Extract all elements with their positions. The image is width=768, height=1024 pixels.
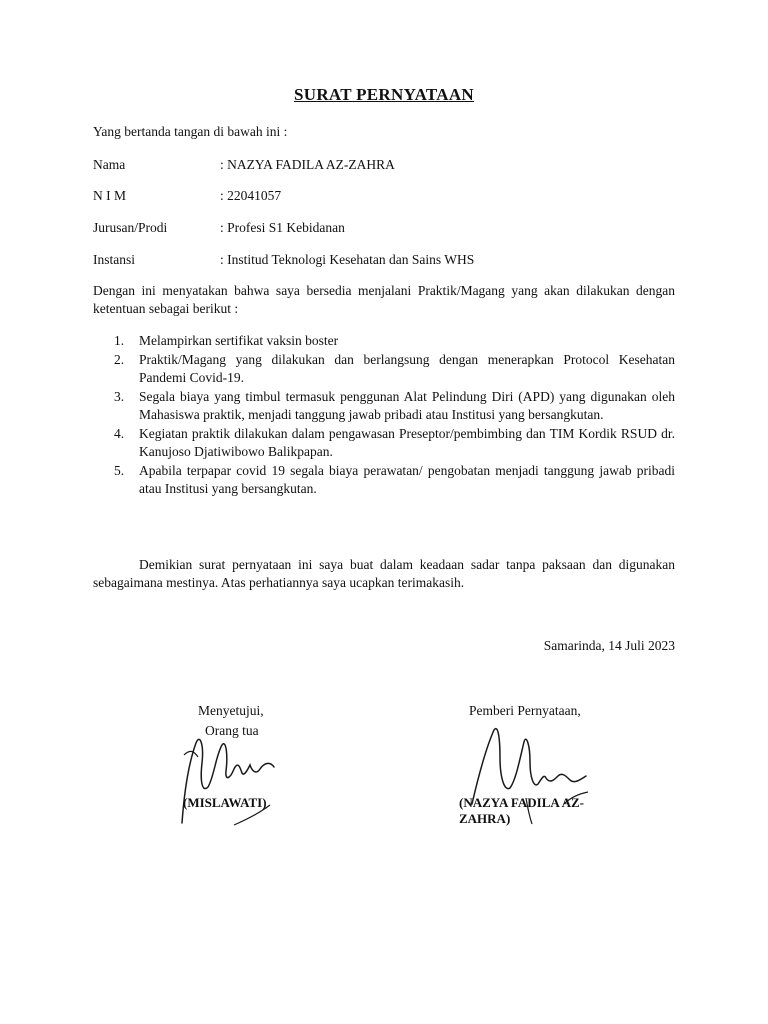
list-item bbox=[93, 351, 675, 387]
list-item-number: 4. bbox=[114, 426, 125, 441]
list-item-number: 2. bbox=[114, 352, 125, 367]
signature-heading-right: Pemberi Pernyataan, bbox=[469, 703, 581, 718]
signature-name-right-line1: (NAZYA FADILA AZ- bbox=[459, 795, 584, 810]
field-label-nim: N I M bbox=[93, 188, 126, 203]
closing-paragraph: Demikian surat pernyataan ini saya buat dalam keadaan sadar tanpa paksaan dan digunakan sebagaimana mestinya. Atas perhatiannya saya ucapkan terimakasih. bbox=[93, 557, 675, 590]
field-label-institution: Instansi bbox=[93, 252, 135, 267]
list-item-text: Praktik/Magang yang dilakukan dan berlangsung dengan menerapkan Protocol Kesehatan Pandemi Covid-19. bbox=[139, 352, 675, 385]
document-title: SURAT PERNYATAAN bbox=[293, 85, 475, 104]
list-item-number: 1. bbox=[114, 333, 125, 348]
signature-name-left: (MISLAWATI) bbox=[183, 795, 267, 810]
field-value-name: : NAZYA FADILA AZ-ZAHRA bbox=[220, 157, 395, 172]
signature-heading-left: Menyetujui, bbox=[198, 703, 264, 718]
signature-name-right-line2: ZAHRA) bbox=[459, 811, 511, 826]
place-date: Samarinda, 14 Juli 2023 bbox=[543, 638, 675, 653]
field-label-program: Jurusan/Prodi bbox=[93, 220, 168, 235]
list-item-number: 5. bbox=[114, 463, 125, 478]
list-item-number: 3. bbox=[114, 389, 125, 404]
list-item-text: Apabila terpapar covid 19 segala biaya perawatan/ pengobatan menjadi tanggung jawab pribadi atau Institusi yang bersangkutan. bbox=[139, 463, 675, 496]
field-value-institution: : Institud Teknologi Kesehatan dan Sains WHS bbox=[220, 252, 475, 267]
list-item-text: Kegiatan praktik dilakukan dalam pengawasan Preseptor/pembimbing dan TIM Kordik RSUD dr. Kanujoso Djatiwibowo Balikpapan. bbox=[139, 426, 675, 459]
list-item-text: Melampirkan sertifikat vaksin boster bbox=[139, 333, 339, 348]
parent-signature-image bbox=[178, 715, 288, 830]
field-value-program: : Profesi S1 Kebidanan bbox=[220, 220, 345, 235]
conditions-list bbox=[93, 332, 675, 499]
list-item bbox=[93, 388, 675, 424]
intro-text: Yang bertanda tangan di bawah ini : bbox=[93, 124, 288, 139]
field-value-nim: : 22041057 bbox=[220, 188, 282, 203]
list-item bbox=[93, 425, 675, 461]
list-item bbox=[93, 332, 675, 350]
list-item-text: Segala biaya yang timbul termasuk penggunan Alat Pelindung Diri (APD) yang digunakan oleh Mahasiswa praktik, menjadi tanggung jawab pribadi atau Institusi yang bersangkutan. bbox=[139, 389, 675, 422]
field-label-name: Nama bbox=[93, 157, 126, 172]
list-item bbox=[93, 462, 675, 498]
statement-paragraph: Dengan ini menyatakan bahwa saya bersedia menjalani Praktik/Magang yang akan dilakukan dengan ketentuan sebagai berikut : bbox=[93, 283, 675, 316]
signature-role-left: Orang tua bbox=[205, 723, 259, 738]
